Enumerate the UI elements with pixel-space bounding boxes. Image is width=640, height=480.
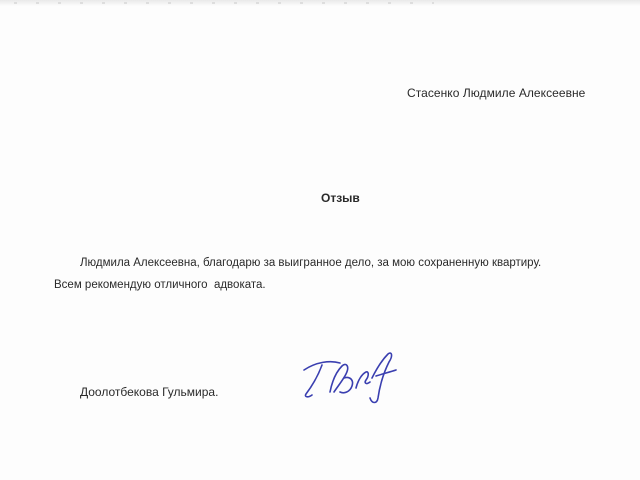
document-title: Отзыв [321,191,360,205]
body-line-2: Всем рекомендую отличного адвоката. [54,279,266,291]
signature-icon [296,348,406,408]
sender-name: Доолотбекова Гульмира. [80,385,219,399]
body-line-1: Людмила Алексеевна, благодарю за выигранное дело, за мою сохраненную квартиру. [80,257,542,269]
scan-artifacts [14,2,434,4]
addressee: Стасенко Людмиле Алексеевне [407,86,586,100]
